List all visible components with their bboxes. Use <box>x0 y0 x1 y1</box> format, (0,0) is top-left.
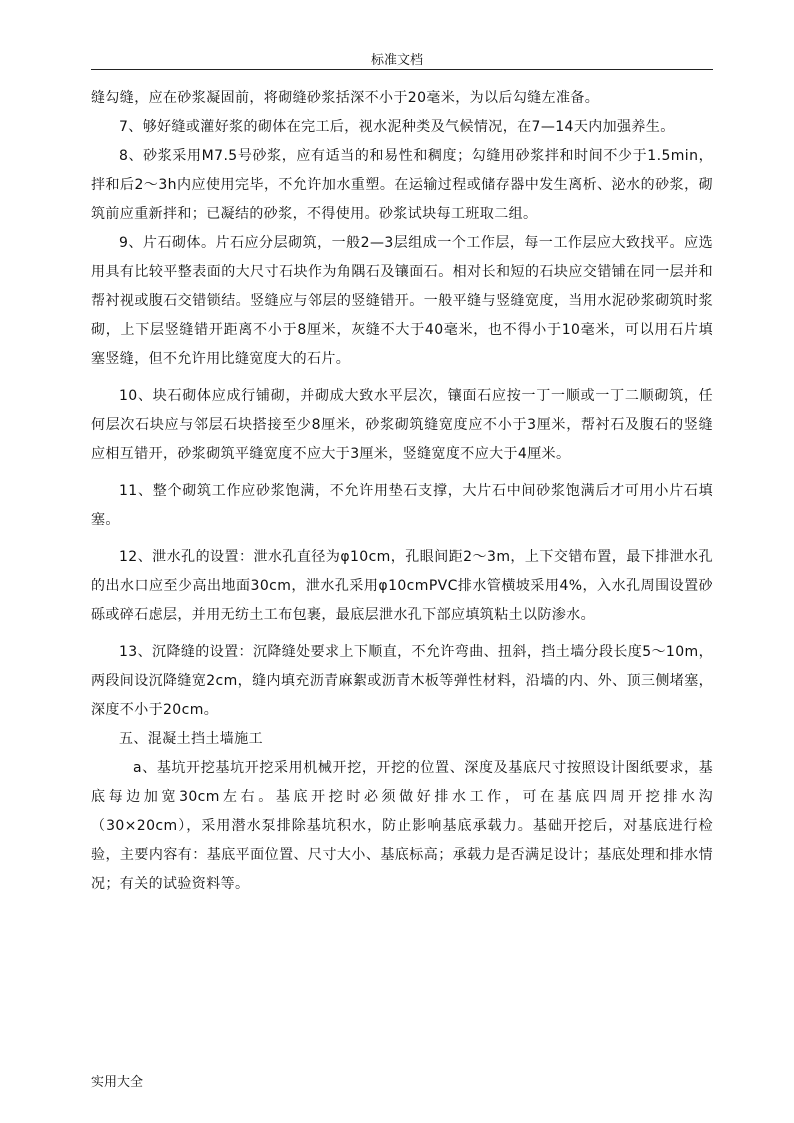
paragraph-10: 10、块石砌体应成行铺砌，并砌成大致水平层次，镶面石应按一丁一顺或一丁二顺砌筑，任何层次石块应与邻层石块搭接至少8厘米，砂浆砌筑缝宽度应不小于3厘米，帮衬石及腹石的竖缝应相互错开，砂浆砌筑平缝宽度不应大于3厘米，竖缝宽度不应大于4厘米。 <box>91 388 713 462</box>
paragraph-7: 7、够好缝或灌好浆的砌体在完工后，视水泥种类及气候情况，在7—14天内加强养生。 <box>119 119 675 135</box>
paragraph-a: a、基坑开挖基坑开挖采用机械开挖，开挖的位置、深度及基底尺寸按照设计图纸要求，基底每边加宽30cm左右。基底开挖时必须做好排水工作，可在基底四周开挖排水沟（30×20cm），采用潜水泵排除基坑积水，防止影响基底承载力。基础开挖后，对基底进行检验，主要内容有：基底平面位置、尺寸大小、基底标高；承载力是否满足设计；基底处理和排水情况；有关的试验资料等。 <box>91 760 713 892</box>
footer-text: 实用大全 <box>91 1075 144 1090</box>
paragraph-13: 13、沉降缝的设置：沉降缝处要求上下顺直，不允许弯曲、扭斜，挡土墙分段长度5～10m，两段间设沉降缝宽2cm，缝内填充沥青麻絮或沥青木板等弹性材料，沿墙的内、外、顶三侧堵塞，深度不小于20cm。 <box>91 644 713 718</box>
paragraph-8: 8、砂浆采用M7.5号砂浆，应有适当的和易性和稠度；勾缝用砂浆拌和时间不少于1.5min，拌和后2～3h内应使用完毕，不允许加水重塑。在运输过程或储存器中发生离析、泌水的砂浆，砌筑前应重新拌和；已凝结的砂浆，不得使用。砂浆试块每工班取二组。 <box>91 148 713 222</box>
paragraph-continued: 缝勾缝，应在砂浆凝固前，将砌缝砂浆括深不小于20毫米，为以后勾缝左准备。 <box>91 90 600 106</box>
document-body <box>91 84 713 899</box>
paragraph-11: 11、整个砌筑工作应砂浆饱满，不允许用垫石支撑，大片石中间砂浆饱满后才可用小片石填塞。 <box>91 483 713 528</box>
paragraph-9: 9、片石砌体。片石应分层砌筑，一般2—3层组成一个工作层，每一工作层应大致找平。应选用具有比较平整表面的大尺寸石块作为角隅石及镶面石。相对长和短的石块应交错铺在同一层并和帮衬视或腹石交错锁结。竖缝应与邻层的竖缝错开。一般平缝与竖缝宽度，当用水泥砂浆砌筑时浆砌，上下层竖缝错开距离不小于8厘米，灰缝不大于40毫米，也不得小于10毫米，可以用石片填塞竖缝，但不允许用比缝宽度大的石片。 <box>91 235 713 367</box>
paragraph-12: 12、泄水孔的设置：泄水孔直径为φ10cm，孔眼间距2～3m，上下交错布置，最下排泄水孔的出水口应至少高出地面30cm，泄水孔采用φ10cmPVC排水管横坡采用4%，入水孔周围设置砂砾或碎石虑层，并用无纺土工布包裹，最底层泄水孔下部应填筑粘土以防渗水。 <box>91 549 713 623</box>
header-rule <box>91 69 713 70</box>
section-heading: 五、混凝土挡土墙施工 <box>119 731 263 747</box>
header-title: 标准文档 <box>370 53 423 68</box>
